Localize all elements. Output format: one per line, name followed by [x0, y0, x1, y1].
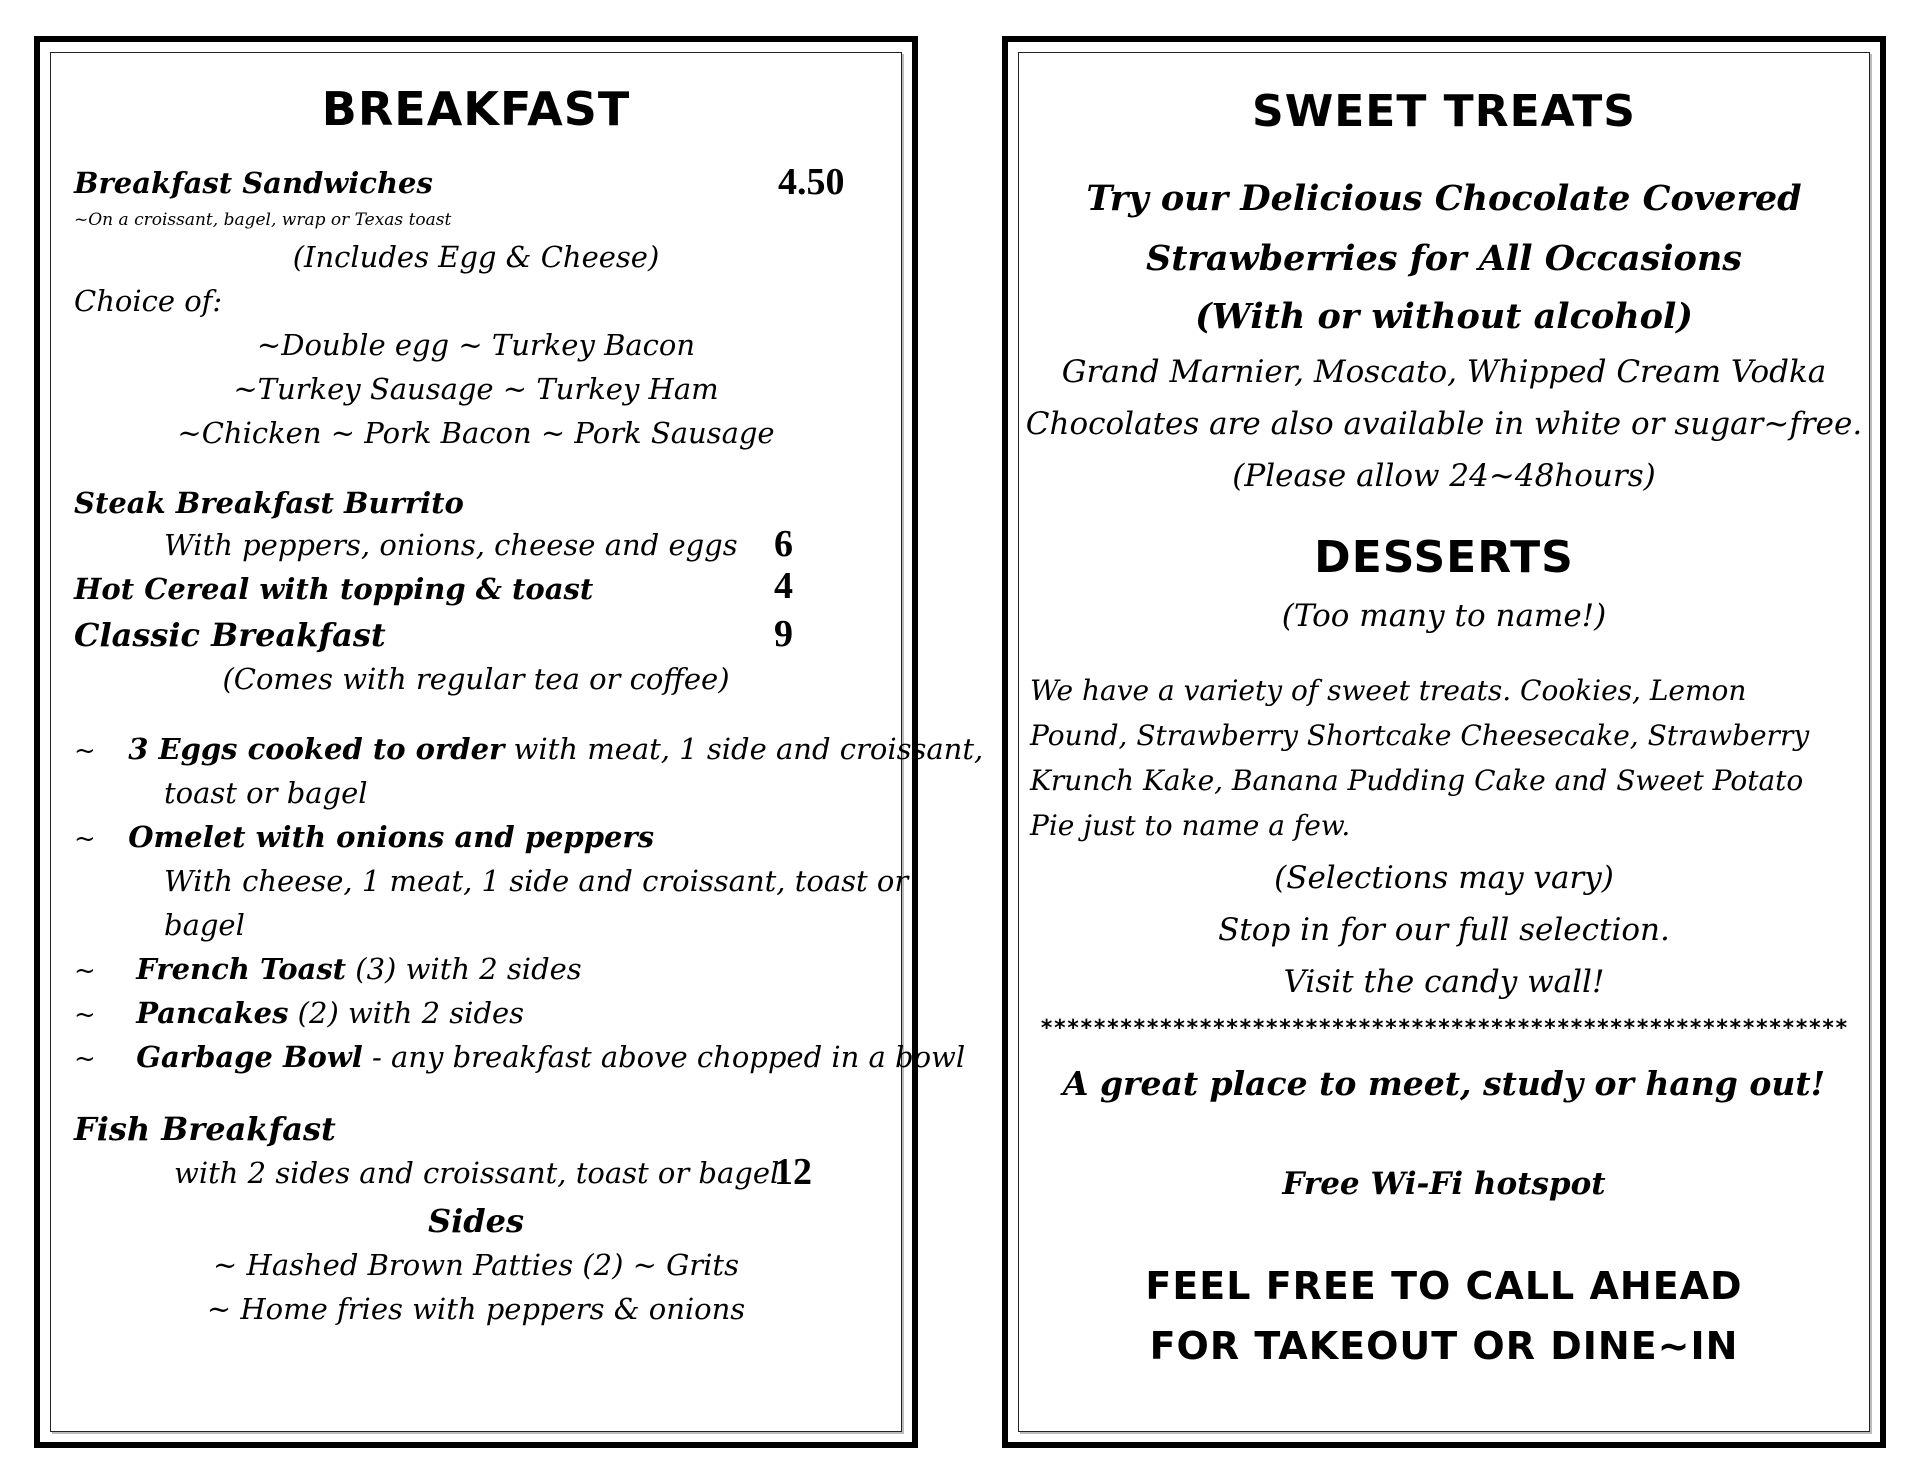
stop-in-line: Stop in for our full selection.: [1218, 912, 1670, 948]
burrito-name: Steak Breakfast Burrito: [74, 486, 464, 520]
flavors-line: Grand Marnier, Moscato, Whipped Cream Vodka: [1061, 354, 1827, 390]
option-pancakes-rest: (2) with 2 sides: [288, 996, 525, 1030]
breakfast-choice-label: Choice of:: [74, 284, 223, 318]
classic-note: (Comes with regular tea or coffee): [222, 662, 730, 696]
fish-name: Fish Breakfast: [74, 1110, 336, 1148]
promo-line-1: Try our Delicious Chocolate Covered: [1086, 178, 1802, 219]
burrito-price: 6: [774, 523, 793, 565]
option-eggs-cont: toast or bagel: [164, 776, 368, 810]
promo-line-2: Strawberries for All Occasions: [1145, 238, 1742, 279]
sides-line-1: ~ Hashed Brown Patties (2) ~ Grits: [213, 1248, 739, 1282]
option-french-toast-tilde: ~: [74, 956, 96, 986]
asterisk-divider: *************************************************************: [1040, 1016, 1848, 1041]
cereal-price: 4: [774, 565, 793, 607]
option-garbage-bowl: [74, 1040, 965, 1074]
breakfast-sandwiches-includes: (Includes Egg & Cheese): [292, 240, 660, 274]
meet-line: A great place to meet, study or hang out!: [1062, 1064, 1826, 1103]
option-omelet-cont-1: With cheese, 1 meat, 1 side and croissant, toast or: [164, 864, 909, 898]
desserts-title: DESSERTS: [1314, 532, 1574, 583]
option-eggs-tilde: ~: [74, 736, 96, 766]
breakfast-choice-line-1: ~Double egg ~ Turkey Bacon: [256, 328, 696, 362]
desserts-subtitle: (Too many to name!): [1281, 598, 1607, 634]
option-eggs-rest: with meat, 1 side and croissant,: [504, 732, 984, 766]
option-french-toast-bold: French Toast: [136, 952, 347, 986]
option-eggs-bold: 3 Eggs cooked to order: [128, 732, 505, 766]
option-omelet-cont-2: bagel: [164, 908, 245, 942]
promo-line-3: (With or without alcohol): [1195, 296, 1693, 337]
wifi-line: Free Wi-Fi hotspot: [1282, 1166, 1606, 1202]
cereal-name: Hot Cereal with topping & toast: [74, 572, 594, 606]
option-garbage-bowl-tilde: ~: [74, 1044, 96, 1074]
option-pancakes-tilde: ~: [74, 1000, 96, 1030]
option-garbage-bowl-bold: Garbage Bowl: [136, 1040, 363, 1074]
desserts-variety-paragraph: We have a variety of sweet treats. Cookies, Lemon Pound, Strawberry Shortcake Cheesecake, Strawberry Krunch Kake, Banana Pudding Cake and Sweet Potato Pie just to name a few.: [1030, 674, 1810, 842]
fish-desc: with 2 sides and croissant, toast or bagel: [174, 1156, 780, 1190]
breakfast-title: BREAKFAST: [321, 82, 631, 136]
burrito-desc: With peppers, onions, cheese and eggs: [164, 528, 738, 562]
option-eggs: [74, 732, 983, 766]
breakfast-sandwiches-price: 4.50: [778, 161, 845, 203]
allow-line: (Please allow 24~48hours): [1232, 458, 1656, 494]
breakfast-choice-line-3: ~Chicken ~ Pork Bacon ~ Pork Sausage: [177, 416, 775, 450]
option-pancakes-bold: Pancakes: [136, 996, 289, 1030]
sides-title: Sides: [427, 1202, 524, 1240]
option-omelet-bold: Omelet with onions and peppers: [128, 820, 655, 854]
option-garbage-bowl-rest: - any breakfast above chopped in a bowl: [362, 1040, 966, 1074]
fish-price: 12: [774, 1151, 812, 1193]
sweet-treats-title: SWEET TREATS: [1252, 86, 1636, 137]
breakfast-sandwiches-name: Breakfast Sandwiches: [74, 166, 433, 200]
breakfast-choice-line-2: ~Turkey Sausage ~ Turkey Ham: [233, 372, 719, 406]
sweet-treats-panel: [1002, 36, 1886, 1448]
breakfast-panel: [34, 36, 984, 1448]
classic-price: 9: [774, 613, 793, 655]
selections-line: (Selections may vary): [1274, 860, 1614, 896]
option-french-toast: [74, 952, 582, 986]
sides-line-2: ~ Home fries with peppers & onions: [206, 1292, 746, 1326]
call-ahead-line-2: FOR TAKEOUT OR DINE~IN: [1149, 1324, 1739, 1368]
chocolates-line: Chocolates are also available in white or sugar~free.: [1025, 406, 1863, 442]
candy-wall-line: Visit the candy wall!: [1283, 964, 1605, 1000]
option-omelet: [74, 820, 654, 854]
option-pancakes: [74, 996, 524, 1030]
option-omelet-tilde: ~: [74, 824, 96, 854]
classic-name: Classic Breakfast: [74, 616, 386, 654]
option-french-toast-rest: (3) with 2 sides: [346, 952, 582, 986]
call-ahead-line-1: FEEL FREE TO CALL AHEAD: [1145, 1264, 1743, 1308]
breakfast-sandwiches-note: ~On a croissant, bagel, wrap or Texas toast: [74, 210, 452, 230]
